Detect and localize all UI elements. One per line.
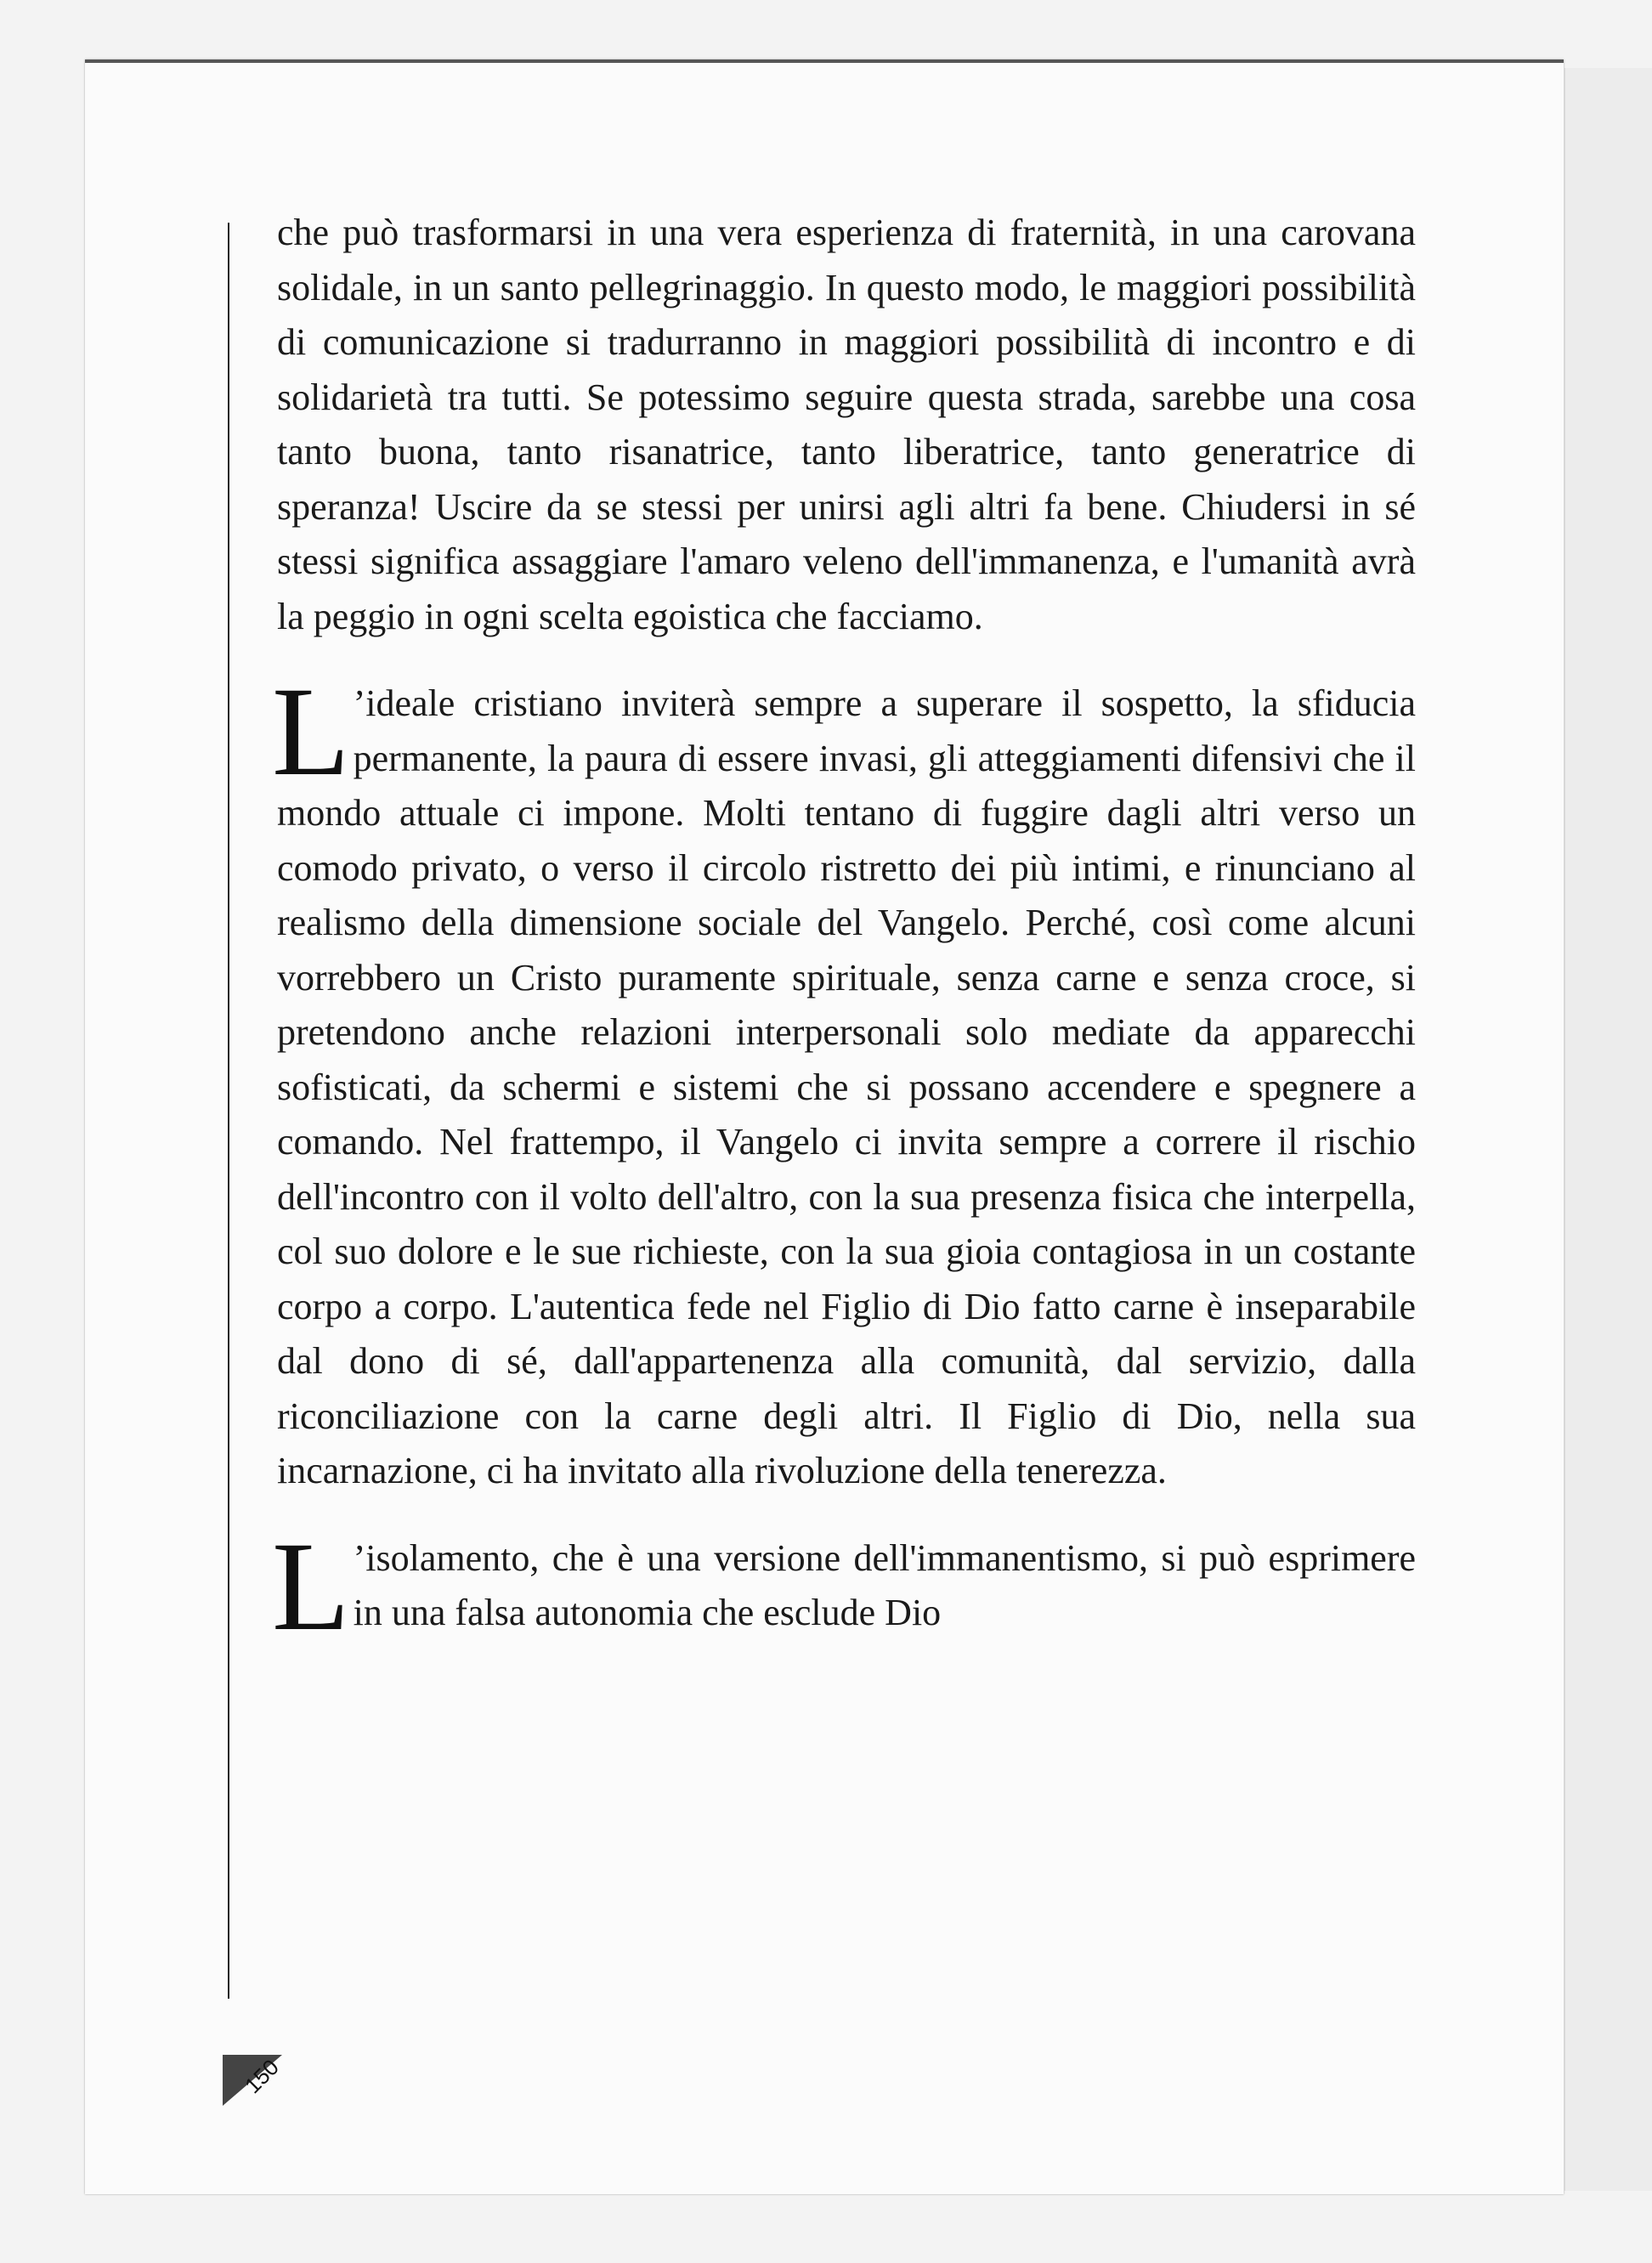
paragraph-2: [272, 661, 1416, 1499]
dropcap-1: L: [272, 661, 350, 802]
page-number: 150: [240, 2054, 284, 2099]
dropcap-2: L: [272, 1515, 350, 1657]
next-page-edge: [1564, 68, 1652, 2191]
paragraph-2-text: ’ideale cristiano inviterà sempre a superare il sospetto, la sfiducia permanente, la paura di essere invasi, gli atteggiamenti difensivi che il mondo attuale ci impone. Molti tentano di fuggire dagli altri verso un comodo privato, o verso il circolo ristretto dei più intimi, e rinunciano al realismo della dimensione sociale del Vangelo. Perché, così come alcuni vorrebbero un Cristo puramente spirituale, senza carne e senza croce, si pretendono anche relazioni interpersonali solo mediate da apparecchi sofisticati, da schermi e sistemi che si possano accendere e spegnere a comando. Nel frattempo, il Vangelo ci invita sempre a correre il rischio dell'incontro con il volto dell'altro, con la sua presenza fisica che interpella, col suo dolore e le sue richieste, con la sua gioia contagiosa in un costante corpo a corpo. L'autentica fede nel Figlio di Dio fatto carne è inseparabile dal dono di sé, dall'appartenenza alla comunità, dal servizio, dalla riconciliazione con la carne degli altri. Il Figlio di Dio, nella sua incarnazione, ci ha invitato alla rivoluzione della tenerezza.: [277, 682, 1416, 1491]
margin-rule: [228, 223, 229, 1999]
paragraph-3-text: ’isolamento, che è una versione dell'immanentismo, si può esprimere in una falsa autonomia che esclude Dio: [353, 1536, 1416, 1633]
paragraph-1: [277, 206, 1416, 644]
paragraph-3: [272, 1515, 1416, 1657]
paragraph-1-text: che può trasformarsi in una vera esperienza di fraternità, in una carovana solidale, in un santo pellegrinaggio. In questo modo, le maggiori possibilità di comunicazione si tradurranno in maggiori possibilità di incontro e di solidarietà tra tutti. Se potessimo seguire questa strada, sarebbe una cosa tanto buona, tanto risanatrice, tanto liberatrice, tanto generatrice di speranza! Uscire da se stessi per unirsi agli altri fa bene. Chiudersi in sé stessi significa assaggiare l'amaro veleno dell'immanenza, e l'umanità avrà la peggio in ogni scelta egoistica che facciamo.: [277, 212, 1416, 637]
body-text: [272, 206, 1416, 1657]
